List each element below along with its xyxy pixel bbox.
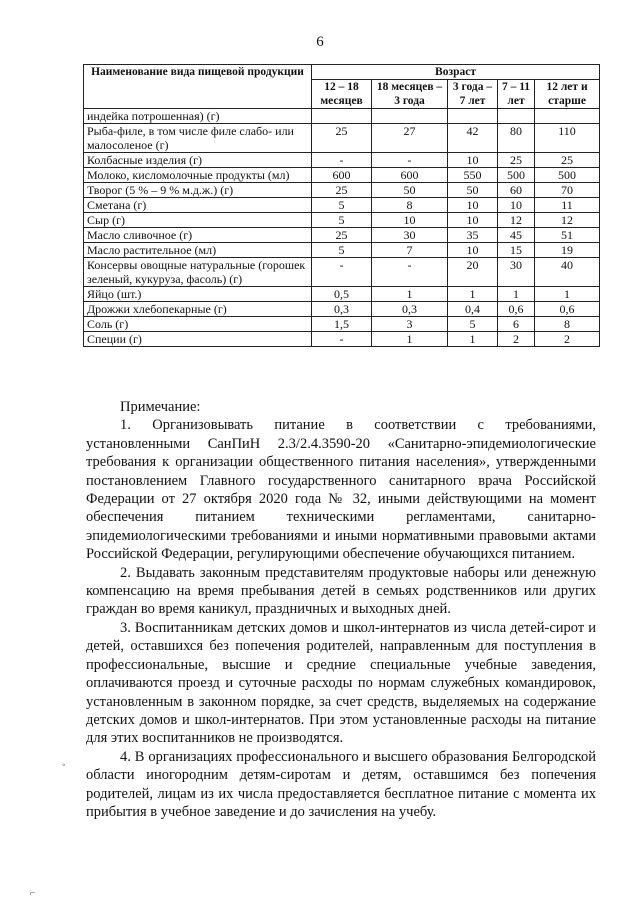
norm-value-cell: - — [312, 332, 372, 347]
column-header-product: Наименование вида пищевой продукции — [84, 65, 312, 109]
table-row — [84, 332, 600, 347]
product-name-cell: Масло растительное (мл) — [84, 243, 312, 258]
norm-value-cell: 25 — [535, 153, 600, 168]
scan-corner-mark: ⌐ — [30, 888, 36, 899]
product-name-cell: Консервы овощные натуральные (горошек зеленый, кукуруза, фасоль) (г) — [84, 258, 312, 287]
norm-value-cell: 3 — [372, 317, 448, 332]
norm-value-cell: 19 — [535, 243, 600, 258]
product-name-cell: Масло сливочное (г) — [84, 228, 312, 243]
norm-value-cell: 35 — [448, 228, 498, 243]
norm-value-cell: 0,5 — [312, 287, 372, 302]
notes-section — [86, 398, 596, 821]
norm-value-cell: 5 — [312, 213, 372, 228]
norm-value-cell: 60 — [498, 183, 535, 198]
age-group-header: 18 месяцев – 3 года — [372, 80, 448, 109]
norm-value-cell: 1 — [448, 332, 498, 347]
norm-value-cell: 51 — [535, 228, 600, 243]
norm-value-cell: 50 — [448, 183, 498, 198]
norm-value-cell: 0,6 — [535, 302, 600, 317]
norm-value-cell: - — [312, 258, 372, 287]
product-name-cell: Колбасные изделия (г) — [84, 153, 312, 168]
notes-title: Примечание: — [120, 399, 201, 415]
table-row — [84, 258, 600, 287]
norm-value-cell: 10 — [448, 213, 498, 228]
norm-value-cell: 1 — [535, 287, 600, 302]
table-row — [84, 168, 600, 183]
product-name-cell: Молоко, кисломолочные продукты (мл) — [84, 168, 312, 183]
norm-value-cell: 12 — [535, 213, 600, 228]
norm-value-cell: 42 — [448, 124, 498, 153]
product-name-cell: Соль (г) — [84, 317, 312, 332]
norm-value-cell: 0,4 — [448, 302, 498, 317]
norm-value-cell: 30 — [372, 228, 448, 243]
product-name-cell: Рыба-филе, в том числе филе слабо- или малосоленое (г) — [84, 124, 312, 153]
table-row — [84, 124, 600, 153]
norm-value-cell: 25 — [312, 228, 372, 243]
norm-value-cell: 500 — [535, 168, 600, 183]
note-paragraph: 1. Организовывать питание в соответствии с требованиями, установленными СанПиН 2.3/2.4.3590-20 «Санитарно-эпидемиологические требования к организации общественного питания населения», утвержденными постановлением Главного государственного санитарного врача Российской Федерации от 27 октября 2020 года № 32, иными действующими на момент обеспечения питанием техническими регламентами, санитарно-эпидемиологическими требованиями и иными нормативными правовыми актами Российской Федерации, регулирующими обеспечение обучающихся питанием. — [86, 417, 596, 563]
scan-dot-mark: ◦ — [62, 760, 66, 771]
norm-value-cell: 1,5 — [312, 317, 372, 332]
norm-value-cell: 12 — [498, 213, 535, 228]
norm-value-cell: 5 — [448, 317, 498, 332]
norm-value-cell: 1 — [498, 287, 535, 302]
norm-value-cell — [372, 109, 448, 124]
norm-value-cell: 0,6 — [498, 302, 535, 317]
norm-value-cell: 25 — [312, 183, 372, 198]
norm-value-cell: 2 — [498, 332, 535, 347]
norm-value-cell: 45 — [498, 228, 535, 243]
note-paragraph: 4. В организациях профессионального и высшего образования Белгородской области иногородним детям-сиротам и детям, оставшимся без попечения родителей, лицам из их числа предоставляется бесплатное питание с момента их прибытия в учебное заведение и до зачисления на учебу. — [86, 748, 596, 820]
age-group-header: 12 – 18 месяцев — [312, 80, 372, 109]
norm-value-cell: 8 — [535, 317, 600, 332]
age-group-header: 3 года – 7 лет — [448, 80, 498, 109]
norm-value-cell: 70 — [535, 183, 600, 198]
product-name-cell: Яйцо (шт.) — [84, 287, 312, 302]
norm-value-cell: 80 — [498, 124, 535, 153]
norm-value-cell: 5 — [312, 198, 372, 213]
table-row — [84, 302, 600, 317]
age-group-header: 12 лет и старше — [535, 80, 600, 109]
table-row — [84, 198, 600, 213]
norm-value-cell — [498, 109, 535, 124]
norm-value-cell: - — [312, 153, 372, 168]
norm-value-cell: 10 — [448, 153, 498, 168]
norm-value-cell: 0,3 — [372, 302, 448, 317]
table-row — [84, 317, 600, 332]
norm-value-cell: 2 — [535, 332, 600, 347]
table-row — [84, 109, 600, 124]
norm-value-cell: 25 — [498, 153, 535, 168]
norm-value-cell: 10 — [372, 213, 448, 228]
norm-value-cell: 8 — [372, 198, 448, 213]
table-body — [84, 109, 600, 347]
note-paragraph: 3. Воспитанникам детских домов и школ-интернатов из числа детей-сирот и детей, оставшихся без попечения родителей, направленным для поступления в профессиональные, высшие и средние специальные учебные заведения, оплачиваются проезд и суточные расходы по нормам служебных командировок, установленным в законном порядке, за счет средств, выделяемых на содержание детских домов и школ-интернатов. При этом установленные расходы на питание для этих воспитанников не производятся. — [86, 619, 596, 747]
norm-value-cell: 20 — [448, 258, 498, 287]
note-paragraph: 2. Выдавать законным представителям продуктовые наборы или денежную компенсацию на время пребывания детей в семьях родственников или других граждан во время каникул, праздничных и выходных дней. — [86, 564, 596, 618]
norm-value-cell: 600 — [372, 168, 448, 183]
norm-value-cell: 500 — [498, 168, 535, 183]
norm-value-cell: 7 — [372, 243, 448, 258]
norm-value-cell: 5 — [312, 243, 372, 258]
table-row — [84, 183, 600, 198]
norm-value-cell — [535, 109, 600, 124]
product-name-cell: Специи (г) — [84, 332, 312, 347]
product-name-cell: индейка потрошенная) (г) — [84, 109, 312, 124]
product-name-cell: Творог (5 % – 9 % м.д.ж.) (г) — [84, 183, 312, 198]
norm-value-cell: 30 — [498, 258, 535, 287]
norm-value-cell: 11 — [535, 198, 600, 213]
norm-value-cell — [448, 109, 498, 124]
norm-value-cell: 25 — [312, 124, 372, 153]
norm-value-cell: 6 — [498, 317, 535, 332]
product-name-cell: Дрожжи хлебопекарные (г) — [84, 302, 312, 317]
norm-value-cell: 15 — [498, 243, 535, 258]
norm-value-cell: - — [372, 153, 448, 168]
column-header-age: Возраст — [312, 65, 600, 80]
norm-value-cell: 10 — [448, 243, 498, 258]
age-group-header: 7 – 11 лет — [498, 80, 535, 109]
norm-value-cell: 1 — [448, 287, 498, 302]
norm-value-cell: - — [372, 258, 448, 287]
norm-value-cell — [312, 109, 372, 124]
food-norms-table — [83, 64, 600, 347]
table-row — [84, 153, 600, 168]
page-number: 6 — [316, 34, 324, 50]
table-header-row — [84, 65, 600, 80]
norm-value-cell: 110 — [535, 124, 600, 153]
norm-value-cell: 1 — [372, 287, 448, 302]
norm-value-cell: 50 — [372, 183, 448, 198]
norm-value-cell: 10 — [498, 198, 535, 213]
table-row — [84, 213, 600, 228]
product-name-cell: Сыр (г) — [84, 213, 312, 228]
norm-value-cell: 600 — [312, 168, 372, 183]
table-row — [84, 243, 600, 258]
norm-value-cell: 1 — [372, 332, 448, 347]
table-row — [84, 228, 600, 243]
norm-value-cell: 0,3 — [312, 302, 372, 317]
product-name-cell: Сметана (г) — [84, 198, 312, 213]
norm-value-cell: 10 — [448, 198, 498, 213]
table-row — [84, 287, 600, 302]
norm-value-cell: 27 — [372, 124, 448, 153]
norm-value-cell: 40 — [535, 258, 600, 287]
norm-value-cell: 550 — [448, 168, 498, 183]
